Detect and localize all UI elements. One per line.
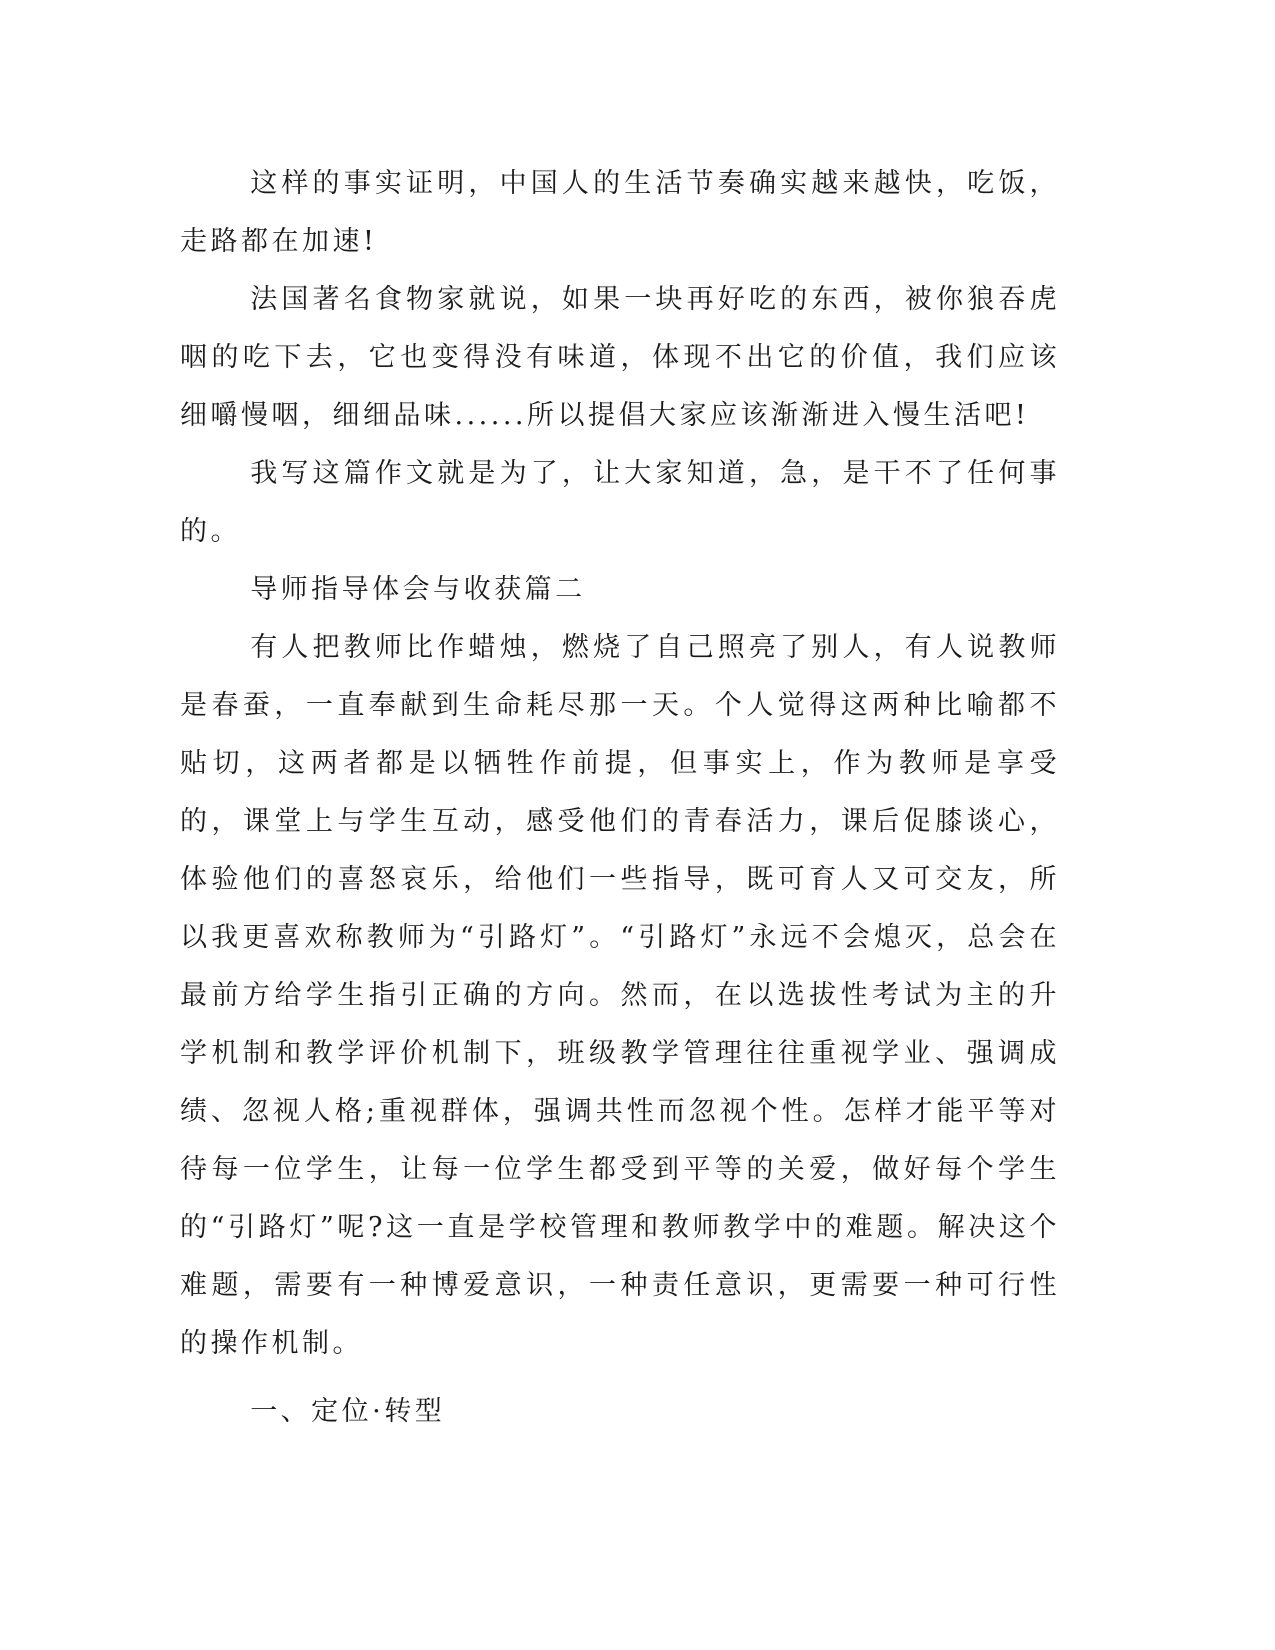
section-heading: 导师指导体会与收获篇二 [250, 574, 586, 605]
paragraph-2: 法国著名食物家就说，如果一块再好吃的东西，被你狼吞虎咽的吃下去，它也变得没有味道，体现不出它的价值，我们应该细嚼慢咽，细细品味......所以提倡大家应该渐渐进入慢生活吧! [180, 284, 1060, 431]
document-body [180, 155, 1060, 1441]
section-title: 一、定位·转型 [250, 1396, 446, 1427]
body-paragraph: 有人把教师比作蜡烛，燃烧了自己照亮了别人，有人说教师是春蚕，一直奉献到生命耗尽那一天。个人觉得这两种比喻都不贴切，这两者都是以牺牲作前提，但事实上，作为教师是享受的，课堂上与学生互动，感受他们的青春活力，课后促膝谈心，体验他们的喜怒哀乐，给他们一些指导，既可育人又可交友，所以我更喜欢称教师为“引路灯”。“引路灯”永远不会熄灭，总会在最前方给学生指引正确的方向。然而，在以选拔性考试为主的升学机制和教学评价机制下，班级教学管理往往重视学业、强调成绩、忽视人格;重视群体，强调共性而忽视个性。怎样才能平等对待每一位学生，让每一位学生都受到平等的关爱，做好每个学生的“引路灯”呢?这一直是学校管理和教师教学中的难题。解决这个难题，需要有一种博爱意识，一种责任意识，更需要一种可行性的操作机制。 [180, 632, 1060, 1359]
paragraph-3: 我写这篇作文就是为了，让大家知道，急，是干不了任何事的。 [180, 458, 1060, 547]
paragraph-1: 这样的事实证明，中国人的生活节奏确实越来越快，吃饭，走路都在加速! [180, 168, 1060, 257]
